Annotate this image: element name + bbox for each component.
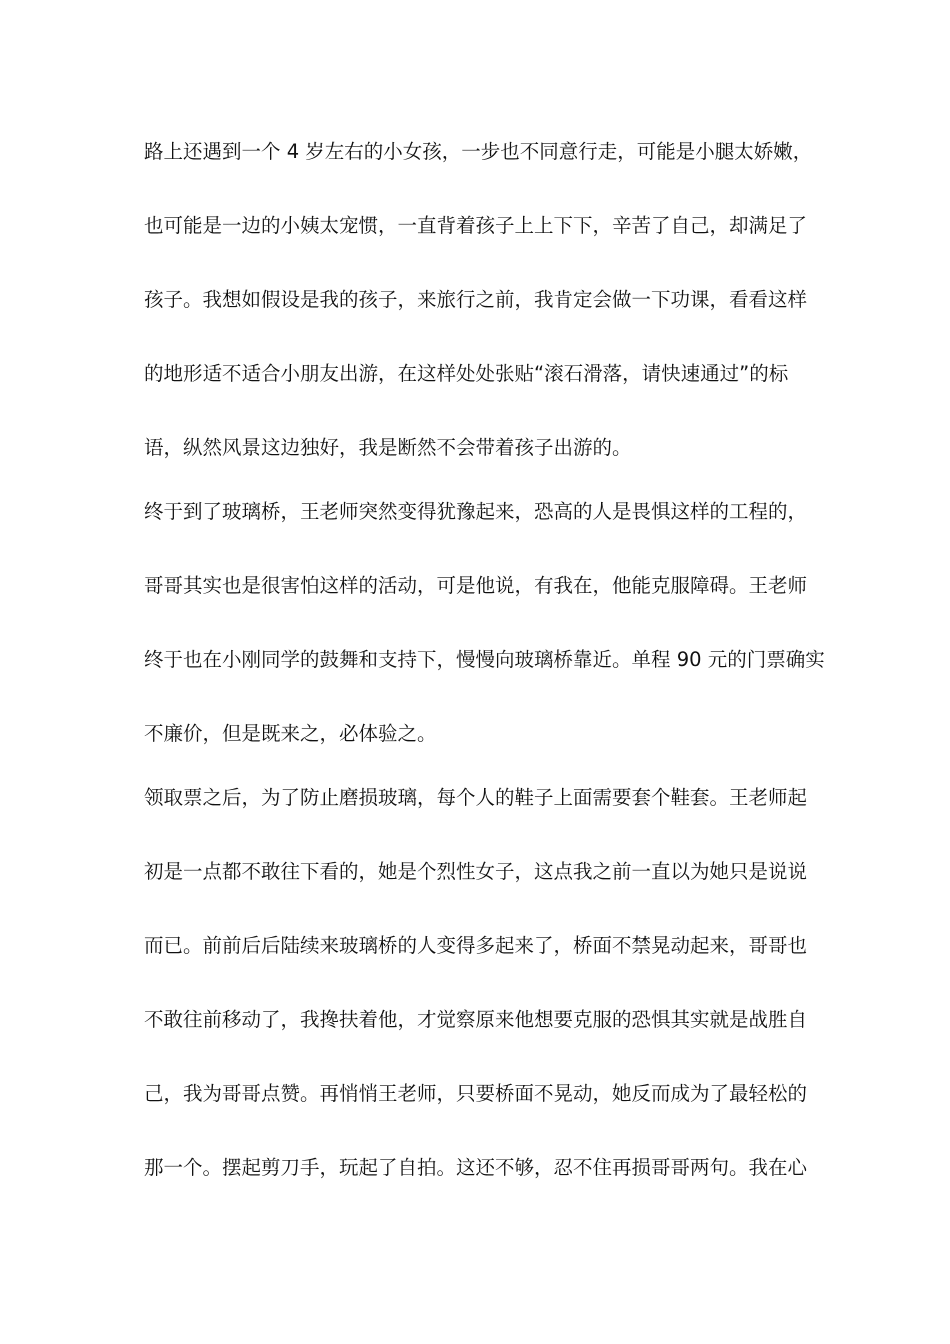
text-line: 路上还遇到一个 4 岁左右的小女孩，一步也不同意行走，可能是小腿太娇嫩， — [144, 140, 813, 163]
text-line: 不廉价，但是既来之，必体验之。 — [144, 722, 437, 745]
text-line: 哥哥其实也是很害怕这样的活动，可是他说，有我在，他能克服障碍。王老师 — [144, 574, 808, 597]
text-line: 而已。前前后后陆续来玻璃桥的人变得多起来了，桥面不禁晃动起来，哥哥也 — [144, 934, 808, 957]
text-line: 终于到了玻璃桥，王老师突然变得犹豫起来，恐高的人是畏惧这样的工程的， — [144, 500, 808, 523]
text-line: 初是一点都不敢往下看的，她是个烈性女子，这点我之前一直以为她只是说说 — [144, 860, 808, 883]
text-line: 的地形适不适合小朋友出游，在这样处处张贴“滚石滑落，请快速通过”的标 — [144, 362, 789, 385]
text-line: 终于也在小刚同学的鼓舞和支持下，慢慢向玻璃桥靠近。单程 90 元的门票确实 — [144, 648, 825, 671]
text-line: 那一个。摆起剪刀手，玩起了自拍。这还不够，忍不住再损哥哥两句。我在心 — [144, 1156, 808, 1179]
text-line: 己，我为哥哥点赞。再悄悄王老师，只要桥面不晃动，她反而成为了最轻松的 — [144, 1082, 808, 1105]
text-line: 也可能是一边的小姨太宠惯，一直背着孩子上上下下，辛苦了自己，却满足了 — [144, 214, 808, 237]
text-line: 孩子。我想如假设是我的孩子，来旅行之前，我肯定会做一下功课，看看这样 — [144, 288, 808, 311]
text-line: 语，纵然风景这边独好，我是断然不会带着孩子出游的。 — [144, 436, 632, 459]
text-line: 不敢往前移动了，我搀扶着他，才觉察原来他想要克服的恐惧其实就是战胜自 — [144, 1008, 808, 1031]
text-line: 领取票之后，为了防止磨损玻璃，每个人的鞋子上面需要套个鞋套。王老师起 — [144, 786, 808, 809]
